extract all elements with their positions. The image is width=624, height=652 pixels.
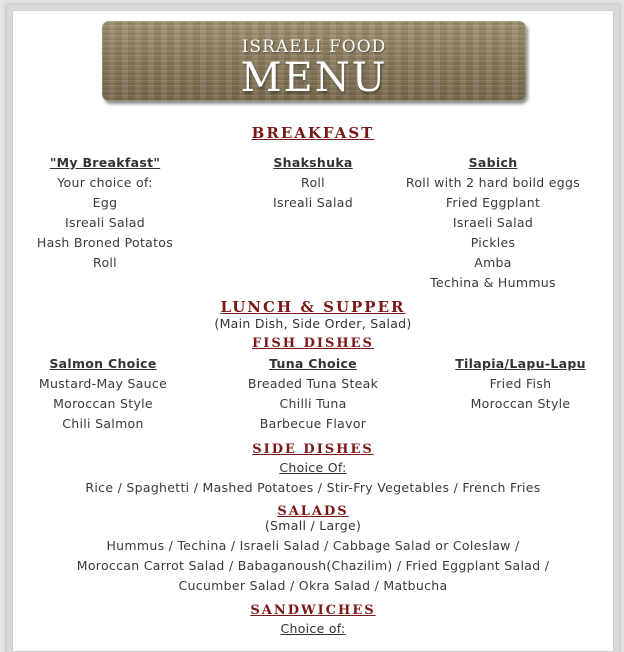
column-heading: "My Breakfast" xyxy=(49,155,161,170)
breakfast-heading: BREAKFAST xyxy=(251,124,375,142)
breakfast-column-shakshuka xyxy=(233,153,393,213)
side-dishes-note: Choice Of: xyxy=(279,460,347,475)
list-item: Moroccan Style xyxy=(470,396,571,411)
list-item: Your choice of: xyxy=(57,175,153,190)
list-item: Pickles xyxy=(470,235,516,250)
column-heading: Salmon Choice xyxy=(49,356,157,371)
list-item: Chili Salmon xyxy=(62,416,144,431)
side-dishes-heading: SIDE DISHES xyxy=(252,442,374,457)
list-item: Roll xyxy=(93,255,117,270)
list-item: Barbecue Flavor xyxy=(259,416,367,431)
lunch-supper-heading: LUNCH & SUPPER xyxy=(220,298,406,316)
list-item: Fried Fish xyxy=(489,376,552,391)
list-item: Fried Eggplant xyxy=(445,195,541,210)
fish-dishes-heading: FISH DISHES xyxy=(252,336,374,351)
column-heading: Shakshuka xyxy=(273,155,353,170)
lunch-supper-note: (Main Dish, Side Order, Salad) xyxy=(214,316,412,331)
list-item: Mustard-May Sauce xyxy=(38,376,168,391)
fish-column-tuna xyxy=(228,354,398,434)
list-item: Israeli Salad xyxy=(452,215,534,230)
fish-column-tilapia xyxy=(438,354,603,414)
list-item: Isreali Salad xyxy=(65,215,145,230)
list-item: Breaded Tuna Steak xyxy=(247,376,379,391)
breakfast-column-sabich xyxy=(403,153,583,293)
column-heading: Tuna Choice xyxy=(269,356,357,371)
banner-subtitle: ISRAELI FOOD xyxy=(241,37,387,57)
list-item: Hash Broned Potatos xyxy=(36,235,174,250)
list-item: Moroccan Style xyxy=(53,396,153,411)
list-item: Roll with 2 hard boild eggs xyxy=(405,175,581,190)
salads-note: (Small / Large) xyxy=(264,518,362,533)
breakfast-column-my-breakfast xyxy=(25,153,185,273)
list-item: Isreali Salad xyxy=(273,195,353,210)
menu-banner xyxy=(102,21,526,101)
column-heading: Sabich xyxy=(468,155,518,170)
salads-list-line: Cucumber Salad / Okra Salad / Matbucha xyxy=(178,578,448,593)
list-item: Chilli Tuna xyxy=(279,396,347,411)
column-heading: Tilapia/Lapu-Lapu xyxy=(455,356,586,371)
list-item: Amba xyxy=(474,255,512,270)
list-item: Roll xyxy=(301,175,325,190)
sandwiches-note: Choice of: xyxy=(280,621,346,636)
fish-column-salmon xyxy=(23,354,183,434)
salads-heading: SALADS xyxy=(277,504,349,519)
banner-title: MENU xyxy=(240,55,388,101)
salads-list-line: Moroccan Carrot Salad / Babaganoush(Chazilim) / Fried Eggplant Salad / xyxy=(76,558,550,573)
list-item: Egg xyxy=(92,195,118,210)
salads-list-line: Hummus / Techina / Israeli Salad / Cabbage Salad or Coleslaw / xyxy=(106,538,520,553)
sandwiches-heading: SANDWICHES xyxy=(250,603,376,618)
menu-page xyxy=(12,10,614,652)
list-item: Techina & Hummus xyxy=(430,275,556,290)
side-dishes-list: Rice / Spaghetti / Mashed Potatoes / Stir-Fry Vegetables / French Fries xyxy=(85,480,541,495)
